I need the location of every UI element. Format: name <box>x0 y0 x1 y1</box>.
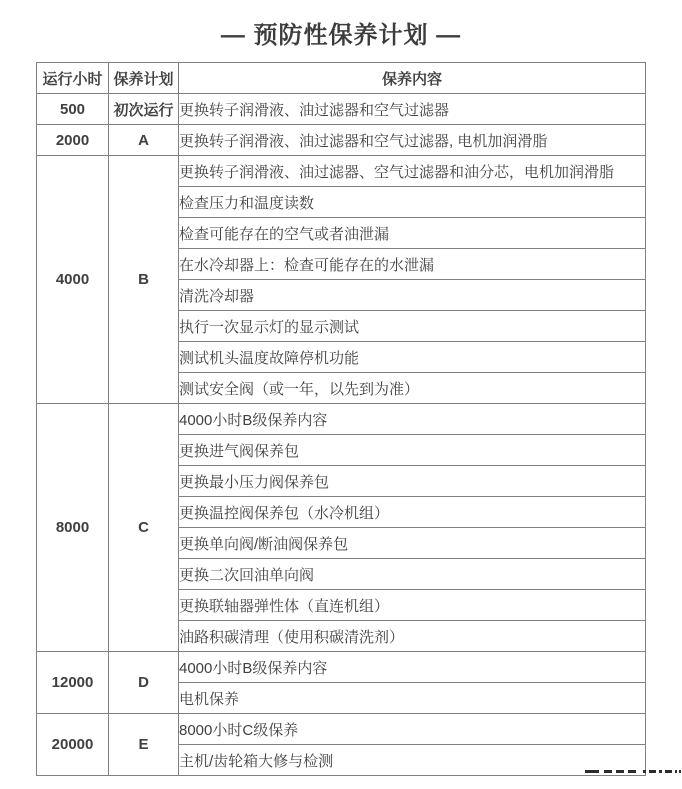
plan-cell-d: D <box>109 652 179 714</box>
plan-cell-e: E <box>109 714 179 776</box>
content-cell: 更换联轴器弹性体（直连机组） <box>179 590 646 621</box>
content-cell: 更换转子润滑液、油过滤器和空气过滤器, 电机加润滑脂 <box>179 125 646 156</box>
cropped-text-fragment <box>585 770 682 774</box>
content-cell: 测试安全阀（或一年，以先到为准） <box>179 373 646 404</box>
content-cell: 更换二次回油单向阀 <box>179 559 646 590</box>
content-cell: 执行一次显示灯的显示测试 <box>179 311 646 342</box>
table-row <box>37 714 646 745</box>
hours-cell-20000: 20000 <box>37 714 109 776</box>
plan-cell-initial: 初次运行 <box>109 94 179 125</box>
hours-cell-2000: 2000 <box>37 125 109 156</box>
content-cell: 更换最小压力阀保养包 <box>179 466 646 497</box>
page-title: — 预防性保养计划 — <box>220 22 462 49</box>
content-cell: 4000小时B级保养内容 <box>179 652 646 683</box>
content-cell: 更换转子润滑液、油过滤器、空气过滤器和油分芯，电机加润滑脂 <box>179 156 646 187</box>
content-cell: 电机保养 <box>179 683 646 714</box>
content-cell: 在水冷却器上：检查可能存在的水泄漏 <box>179 249 646 280</box>
content-cell: 更换进气阀保养包 <box>179 435 646 466</box>
hours-cell-8000: 8000 <box>37 404 109 652</box>
content-cell: 清洗冷却器 <box>179 280 646 311</box>
header-maintenance-content: 保养内容 <box>179 63 646 94</box>
header-operating-hours: 运行小时 <box>37 63 109 94</box>
content-cell: 检查可能存在的空气或者油泄漏 <box>179 218 646 249</box>
plan-cell-b: B <box>109 156 179 404</box>
content-cell: 更换单向阀/断油阀保养包 <box>179 528 646 559</box>
table-row <box>37 652 646 683</box>
table-row <box>37 125 646 156</box>
header-maintenance-plan: 保养计划 <box>109 63 179 94</box>
header-row <box>37 63 646 94</box>
maintenance-schedule-table <box>36 62 646 776</box>
plan-cell-c: C <box>109 404 179 652</box>
content-cell: 4000小时B级保养内容 <box>179 404 646 435</box>
table-row <box>37 156 646 187</box>
hours-cell-12000: 12000 <box>37 652 109 714</box>
content-cell: 检查压力和温度读数 <box>179 187 646 218</box>
content-cell: 测试机头温度故障停机功能 <box>179 342 646 373</box>
table-row <box>37 94 646 125</box>
content-cell: 更换温控阀保养包（水冷机组） <box>179 497 646 528</box>
content-cell: 油路积碳清理（使用积碳清洗剂） <box>179 621 646 652</box>
hours-cell-500: 500 <box>37 94 109 125</box>
plan-cell-a: A <box>109 125 179 156</box>
hours-cell-4000: 4000 <box>37 156 109 404</box>
content-cell: 8000小时C级保养 <box>179 714 646 745</box>
content-cell: 更换转子润滑液、油过滤器和空气过滤器 <box>179 94 646 125</box>
content-cell: 主机/齿轮箱大修与检测 <box>179 745 646 776</box>
table-row <box>37 404 646 435</box>
